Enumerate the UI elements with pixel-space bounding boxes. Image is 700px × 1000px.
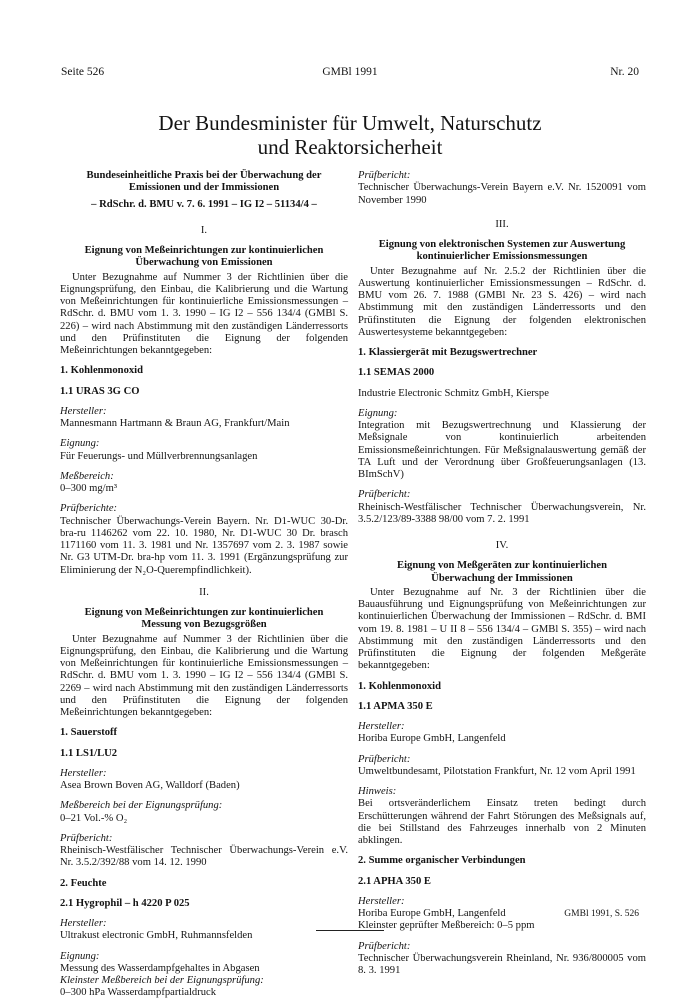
citation-reference: GMBl 1991, S. 526 <box>564 909 639 919</box>
top-report: Technischer Überwachungs-Verein Bayern e.V. Nr. 1520091 vom November 1990 <box>358 182 646 206</box>
o2-manufacturer: Asea Brown Boven AG, Walldorf (Baden) <box>60 780 240 791</box>
section-2-heading-2: Messung von Bezugsgrößen <box>141 619 267 631</box>
top-report-label: Prüfbericht: <box>358 170 411 181</box>
o2-heading: 1. Sauerstoff <box>60 727 118 739</box>
organic-manufacturer-label: Hersteller: <box>358 895 405 907</box>
section-3-paragraph: Unter Bezugnahme auf Nr. 2.5.2 der Richtlinien über die Auswertung kontinuierlicher Emissionsmessungen – RdSchr. d. BMU vom 26. 7. 1988 (GMBl Nr. 23 S. 426) – wird nach Abstimmung mit den zuständigen Länderressorts und den Prüfinstituten die Eignung der folgenden elektronischen Auswertesysteme bekanntgegeben: <box>358 265 646 338</box>
co-range-label: Meßbereich: <box>60 470 114 482</box>
o2-report-label: Prüfbericht: <box>60 832 113 844</box>
section-1-heading-1: Eignung von Meßeinrichtungen zur kontinuierlichen <box>84 245 324 256</box>
page-title <box>0 111 700 159</box>
humidity-suitability: Messung des Wasserdampfgehaltes in Abgasen <box>60 962 260 974</box>
organic-device: 2.1 APHA 350 E <box>358 875 431 887</box>
organic-report: Technischer Überwachungsverein Rheinland, Nr. 936/800005 vom 8. 3. 1991 <box>358 952 646 976</box>
imm-co-report: Umweltbundesamt, Pilotstation Frankfurt, Nr. 12 vom April 1991 <box>358 765 636 777</box>
classifier-device: 1.1 SEMAS 2000 <box>358 367 435 379</box>
humidity-manufacturer: Ultrakust electronic GmbH, Ruhmannsfelden <box>60 930 253 942</box>
organic-manufacturer: Horiba Europe GmbH, Langenfeld <box>358 908 506 919</box>
imm-co-heading: 1. Kohlenmonoxid <box>358 680 442 692</box>
humidity-manufacturer-label: Hersteller: <box>60 918 107 929</box>
o2-range: 0–21 Vol.-% O₂ <box>60 812 128 824</box>
o2-range-label: Meßbereich bei der Eignungsprüfung: <box>60 800 223 812</box>
title-line-1: Der Bundesminister für Umwelt, Naturschutz <box>158 111 542 135</box>
section-4-heading-2: Überwachung der Immissionen <box>431 572 573 584</box>
intro-heading-2: Emissionen und der Immissionen <box>128 182 280 194</box>
classifier-suitability-label: Eignung: <box>358 407 398 419</box>
co-reports: Technischer Überwachungs-Verein Bayern. Nr. D1-WUC 30-Dr. bra-ru 1146262 vom 22. 10. 1980, Nr. D1-WUC 30 Dr. brasch 1171160 vom 11. 3. 1981 und Nr. 1357697 vom 2. 3. 1987 sowie Nr. G3 UTM-Dr. bra-hp vom 11. 3. 1991 (Ergänzungsprüfung zur Eliminierung der N₂O-Querempfindlichkeit). <box>60 515 348 576</box>
section-4-paragraph: Unter Bezugnahme auf Nr. 3 der Richtlinien über die Bauausführung und Eignungsprüfung von Meßeinrichtungen zur kontinuierlichen Überwachung der Immissionen – RdSchr. d. BMI vom 19. 8. 1981 – U II 8 – 556 134/4 – GMBl S. 355) – wird nach Abstimmung mit den zuständigen Länderressorts und den Prüfinstituten die Eignung der folgenden Meßgeräte bekanntgegeben: <box>358 586 646 672</box>
issue-number: Nr. 20 <box>610 66 639 78</box>
section-4-number: IV. <box>495 540 509 551</box>
section-1-number: I. <box>200 224 208 236</box>
organic-report-label: Prüfbericht: <box>358 940 411 952</box>
humidity-range-label: Kleinster Meßbereich bei der Eignungsprüfung: <box>60 975 264 986</box>
left-column <box>60 170 348 1000</box>
organic-range: Kleinster geprüfter Meßbereich: 0–5 ppm <box>358 920 535 932</box>
section-2-paragraph: Unter Bezugnahme auf Nummer 3 der Richtlinien über die Eignungsprüfung, den Einbau, die Kalibrierung und die Wartung von Meßeinrichtungen für kontinuierliche Emissionsmessungen – RdSchr. d. BMU vom 1. 3. 1990 – IG I2 – 556 134/4 (GMBl S. 2269 – wird nach Abstimmung mit den zuständigen Länderressorts und den Prüfinstituten die Eignung der folgenden Meßeinrichtungen bekanntgegeben: <box>60 633 348 718</box>
co-suitability-label: Eignung: <box>60 438 100 450</box>
co-manufacturer: Mannesmann Hartmann & Braun AG, Frankfurt/Main <box>60 418 290 429</box>
section-4-heading-1: Eignung von Meßgeräten zur kontinuierlichen <box>397 560 607 572</box>
organic-heading: 2. Summe organischer Verbindungen <box>358 855 526 867</box>
imm-co-note-label: Hinweis: <box>358 786 397 797</box>
intro-heading-1: Bundeseinheitliche Praxis bei der Überwachung der <box>86 170 322 181</box>
right-column <box>358 170 646 977</box>
humidity-range: 0–300 hPa Wasserdampfpartialdruck <box>60 987 217 999</box>
imm-co-manufacturer-label: Hersteller: <box>358 721 405 732</box>
co-device: 1.1 URAS 3G CO <box>60 385 140 397</box>
classifier-heading: 1. Klassiergerät mit Bezugswertrechner <box>358 347 538 358</box>
section-1-heading-2: Überwachung von Emissionen <box>135 257 273 269</box>
journal-issue: GMBl 1991 <box>322 66 378 78</box>
classifier-company: Industrie Electronic Schmitz GmbH, Kierspe <box>358 387 549 399</box>
co-reports-label: Prüfberichte: <box>60 503 118 515</box>
co-manufacturer-label: Hersteller: <box>60 405 107 417</box>
classifier-suitability: Integration mit Bezugswertrechnung und Klassierung der Meßsignale von kontinuierlich arbeitenden Emissionsmeßeinrichtungen. Für Meßsignalauswertung gemäß der TA Luft und der Verordnung über Großfeuerungsanlagen (13. BImSchV) <box>358 420 646 480</box>
title-line-2: und Reaktorsicherheit <box>257 135 443 159</box>
intro-reference: – RdSchr. d. BMU v. 7. 6. 1991 – IG I2 – 51134/4 – <box>91 198 317 210</box>
imm-co-manufacturer: Horiba Europe GmbH, Langenfeld <box>358 733 506 745</box>
co-heading: 1. Kohlenmonoxid <box>60 365 144 377</box>
imm-co-report-label: Prüfbericht: <box>358 753 411 765</box>
section-3-heading-1: Eignung von elektronischen Systemen zur Auswertung <box>378 239 626 250</box>
section-3-number: III. <box>495 218 509 230</box>
o2-device: 1.1 LS1/LU2 <box>60 747 118 759</box>
classifier-report-label: Prüfbericht: <box>358 489 411 501</box>
humidity-suitability-label: Eignung: <box>60 950 100 962</box>
humidity-device: 2.1 Hygrophil – h 4220 P 025 <box>60 897 190 909</box>
imm-co-note: Bei ortsveränderlichem Einsatz treten bedingt durch Erschütterungen während der Fahrt Störungen des Meßsignals auf, die bei Stillstand des Fahrzeuges innerhalb von 2 Minuten abklingen. <box>358 798 646 846</box>
o2-report: Rheinisch-Westfälischer Technischer Überwachungs-Verein e.V. Nr. 3.5.2/392/88 vom 14. 12. 1990 <box>60 845 348 869</box>
footer-rule <box>316 930 384 931</box>
o2-manufacturer-label: Hersteller: <box>60 767 107 779</box>
page-number: Seite 526 <box>61 66 105 78</box>
section-2-number: II. <box>199 586 209 598</box>
classifier-report: Rheinisch-Westfälischer Technischer Überwachungsverein, Nr. 3.5.2/123/89-3388 98/00 vom 7. 2. 1991 <box>358 501 646 525</box>
section-2-heading-1: Eignung von Meßeinrichtungen zur kontinuierlichen <box>84 607 324 618</box>
co-suitability: Für Feuerungs- und Müllverbrennungsanlagen <box>60 450 258 462</box>
section-1-paragraph: Unter Bezugnahme auf Nummer 3 der Richtlinien über die Eignungsprüfung, den Einbau, die Kalibrierung und die Wartung von Meßeinrichtungen für kontinuierliche Emissionsmessungen – RdSchr. d. BMU vom 1. 3. 1990 – IG I2 – 556 134/4 (GMBl S. 226) – wird nach Abstimmung mit den zuständigen Länderressorts und den Prüfinstituten die Eignung der folgenden Meßeinrichtungen bekanntgegeben: <box>60 271 348 356</box>
imm-co-device: 1.1 APMA 350 E <box>358 700 433 712</box>
humidity-heading: 2. Feuchte <box>60 877 107 889</box>
section-3-heading-2: kontinuierlicher Emissionsmessungen <box>416 251 588 263</box>
co-range: 0–300 mg/m³ <box>60 483 118 494</box>
